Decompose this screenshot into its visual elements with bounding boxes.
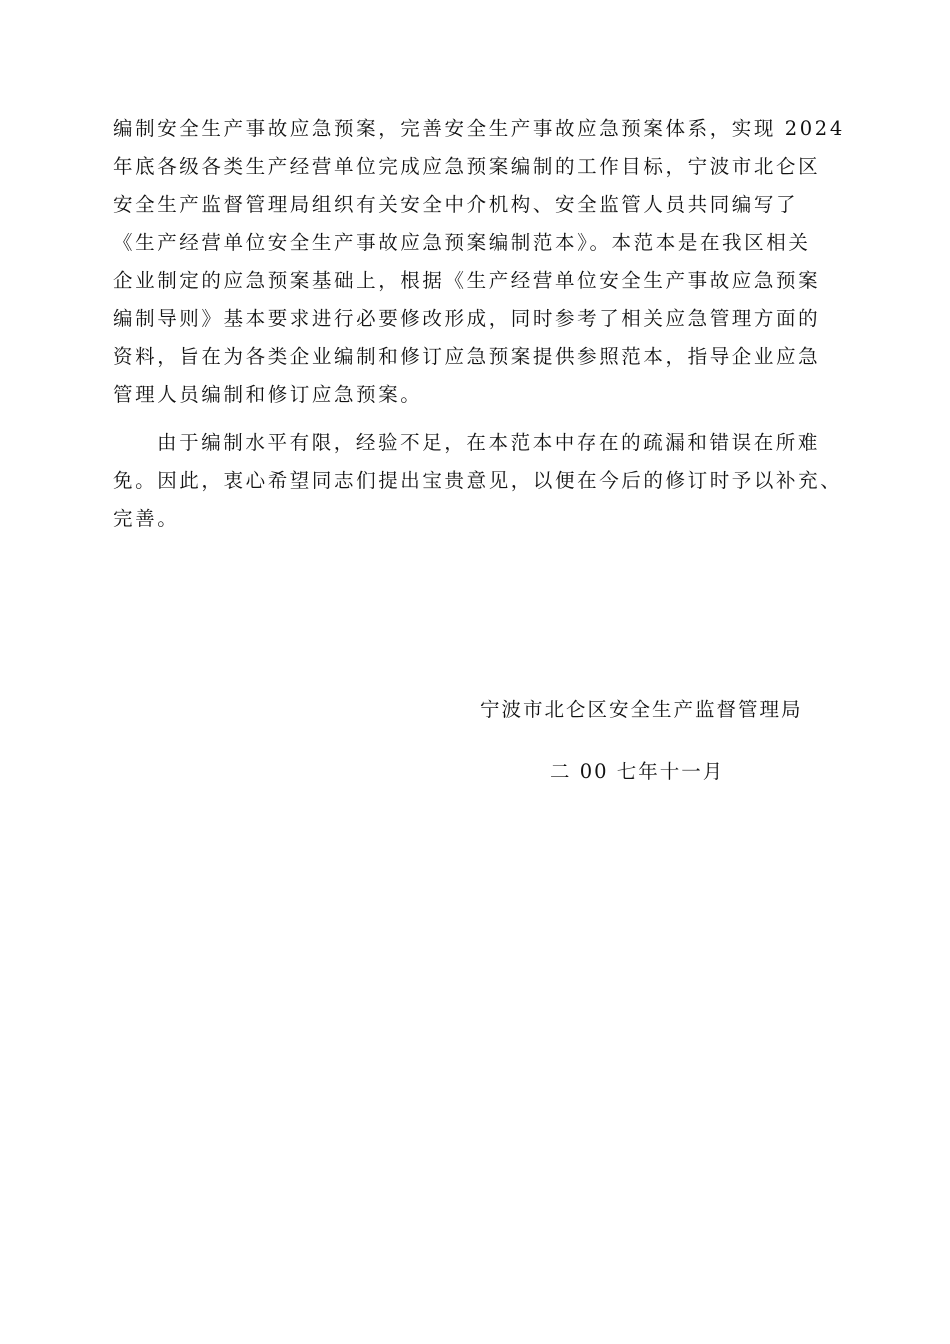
paragraph-line: 编制导则》基本要求进行必要修改形成，同时参考了相关应急管理方面的 [113,307,821,330]
paragraph-2 [113,424,843,538]
paragraph-line: 年底各级各类生产经营单位完成应急预案编制的工作目标，宁波市北仑区 [113,155,821,178]
signature-date: 二 00 七年十一月 [550,760,725,783]
signature-block [480,690,860,792]
paragraph-line: 免。因此，衷心希望同志们提出宝贵意见，以便在今后的修订时予以补充、 [113,469,843,492]
paragraph-spacer [113,414,843,424]
paragraph-line: 完善。 [113,507,180,530]
paragraph-line: 企业制定的应急预案基础上，根据《生产经营单位安全生产事故应急预案 [113,269,821,292]
signature-organization: 宁波市北仑区安全生产监督管理局 [480,698,803,721]
paragraph-line: 《生产经营单位安全生产事故应急预案编制范本》。本范本是在我区相关 [113,231,811,254]
paragraph-line: 安全生产监督管理局组织有关安全中介机构、安全监管人员共同编写了 [113,193,799,216]
paragraph-line: 资料，旨在为各类企业编制和修订应急预案提供参照范本，指导企业应急 [113,345,821,368]
paragraph-line: 编制安全生产事故应急预案，完善安全生产事故应急预案体系，实现 2024 [113,117,845,140]
paragraph-1 [113,110,843,414]
paragraph-line: 管理人员编制和修订应急预案。 [113,383,423,406]
paragraph-line: 由于编制水平有限，经验不足，在本范本中存在的疏漏和错误在所难 [157,431,821,454]
body-text [113,110,843,538]
